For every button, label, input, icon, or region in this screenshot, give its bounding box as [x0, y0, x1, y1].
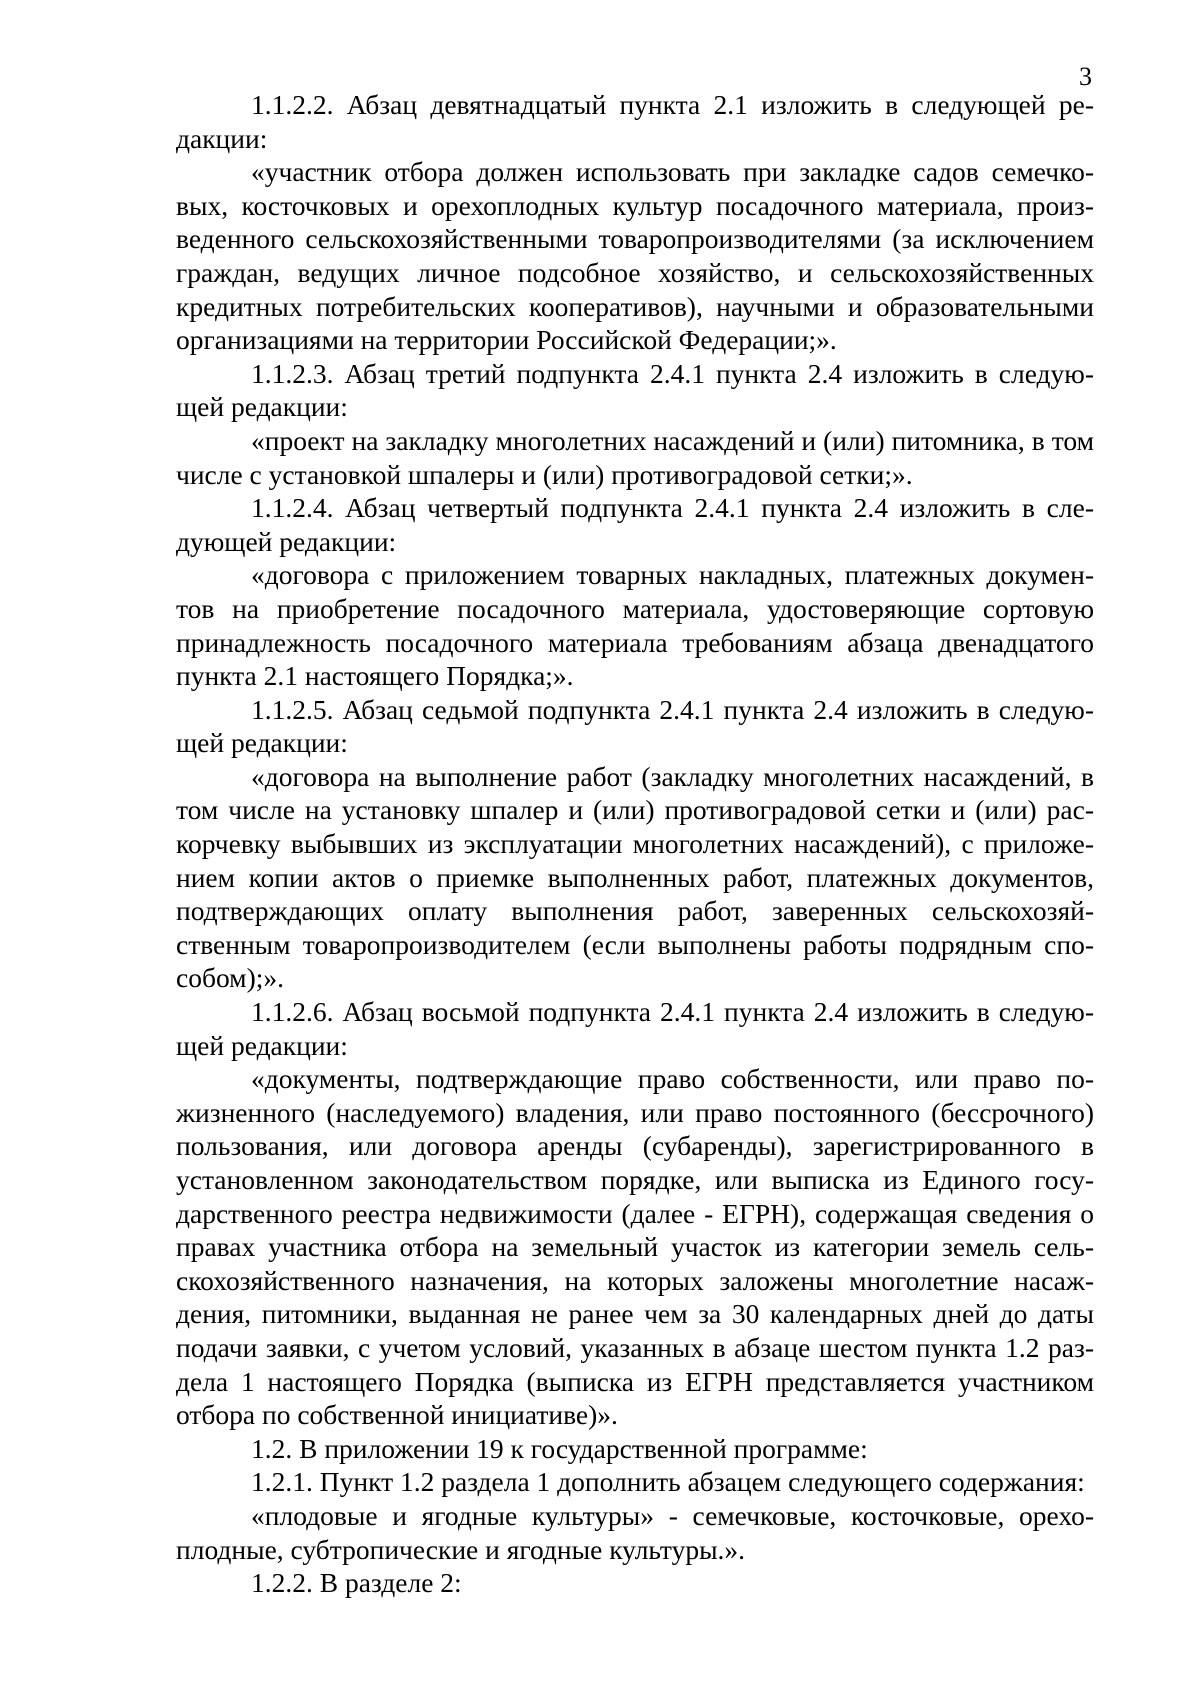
paragraph: 1.1.2.3. Абзац третий подпункта 2.4.1 пункта 2.4 изложить в следующей редакции:	[176, 357, 1094, 423]
paragraph: «плодовые и ягодные культуры» - семечковые, косточковые, орехоплодные, субтропические и ягодные культуры.».	[176, 1499, 1094, 1565]
document-body	[176, 88, 1094, 1600]
paragraph: 1.1.2.5. Абзац седьмой подпункта 2.4.1 пункта 2.4 изложить в следующей редакции:	[176, 693, 1094, 759]
paragraph: 1.2.1. Пункт 1.2 раздела 1 дополнить абзацем следующего содержания:	[251, 1466, 1085, 1498]
paragraph: «договора на выполнение работ (закладку многолетних насаждений, в том числе на установку шпалер и (или) противоградовой сетки и (или) раскорчевку выбывших из эксплуатации многолетних насаждений), с приложением копии актов о приемке выполненных работ, платежных документов, подтверждающих оплату выполнения работ, заверенных сельскохозяйственным товаропроизводителем (если выполнены работы подрядным способом);».	[176, 760, 1094, 994]
page-number: 3	[1079, 62, 1092, 91]
paragraph: 1.1.2.4. Абзац четвертый подпункта 2.4.1 пункта 2.4 изложить в следующей редакции:	[176, 492, 1094, 557]
paragraph: 1.2. В приложении 19 к государственной программе:	[251, 1432, 868, 1464]
paragraph: «договора с приложением товарных накладных, платежных документов на приобретение посадочного материала, удостоверяющие сортовую принадлежность посадочного материала требованиям абзаца двенадцатого пункта 2.1 настоящего Порядка;».	[176, 559, 1094, 692]
paragraph: «документы, подтверждающие право собственности, или право пожизненного (наследуемого) владения, или право постоянного (бессрочного) пользования, или договора аренды (субаренды), зарегистрированного в установленном законодательством порядке, или выписка из Единого государственного реестра недвижимости (далее - ЕГРН), содержащая сведения о правах участника отбора на земельный участок из категории земель сельскохозяйственного назначения, на которых заложены многолетние насаждения, питомники, выданная не ранее чем за 30 календарных дней до даты подачи заявки, с учетом условий, указанных в абзаце шестом пункта 1.2 раздела 1 настоящего Порядка (выписка из ЕГРН представляется участником отбора по собственной инициативе)».	[176, 1063, 1094, 1431]
paragraph: «участник отбора должен использовать при закладке садов семечковых, косточковых и орехоплодных культур посадочного материала, произведенного сельскохозяйственными товаропроизводителями (за исключением граждан, ведущих личное подсобное хозяйство, и сельскохозяйственных кредитных потребительских кооперативов), научными и образовательными организациями на территории Российской Федерации;».	[176, 156, 1094, 356]
paragraph: 1.1.2.6. Абзац восьмой подпункта 2.4.1 пункта 2.4 изложить в следующей редакции:	[176, 996, 1094, 1061]
paragraph: «проект на закладку многолетних насаждений и (или) питомника, в том числе с установкой шпалеры и (или) противоградовой сетки;».	[176, 424, 1094, 490]
paragraph: 1.1.2.2. Абзац девятнадцатый пункта 2.1 изложить в следующей редакции:	[176, 89, 1094, 154]
paragraph: 1.2.2. В разделе 2:	[251, 1567, 462, 1599]
